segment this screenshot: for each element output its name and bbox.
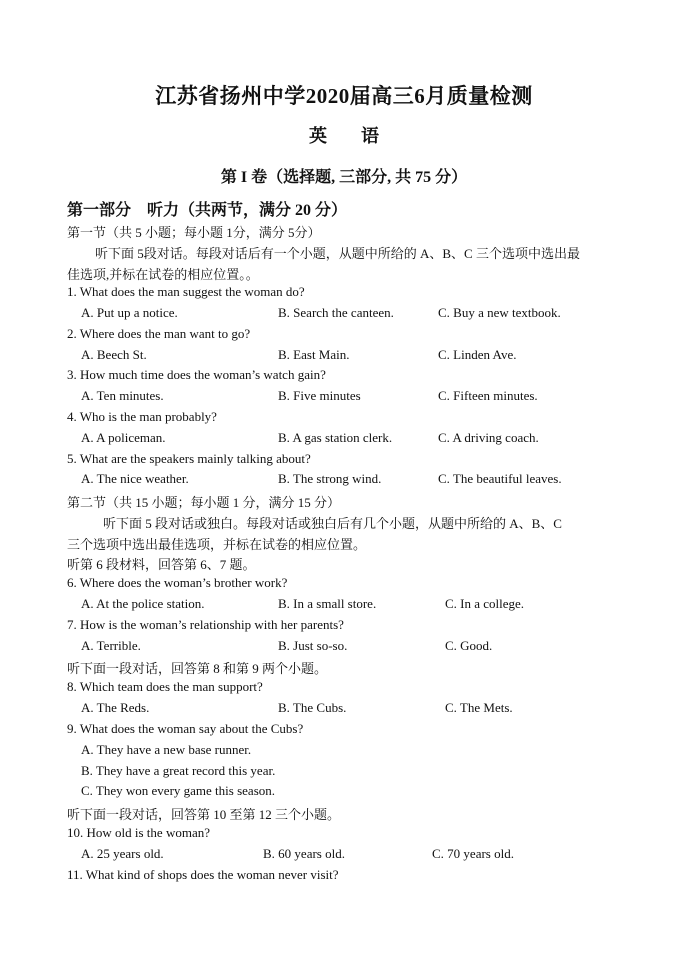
q5-option-a: A. The nice weather. bbox=[81, 471, 189, 486]
subject-char-1: 英 bbox=[309, 126, 327, 146]
q1-option-c: C. Buy a new textbook. bbox=[438, 305, 561, 320]
q6-option-b: B. In a small store. bbox=[278, 596, 377, 611]
subject-char-2: 语 bbox=[361, 126, 379, 146]
question-11: 11. What kind of shops does the woman never visit? bbox=[67, 867, 339, 882]
q7-option-b: B. Just so-so. bbox=[278, 638, 348, 653]
q2-option-c: C. Linden Ave. bbox=[438, 347, 517, 362]
q8-option-a: A. The Reds. bbox=[81, 700, 150, 715]
section1-instruction-2: 佳选项,并标在试卷的相应位置。。 bbox=[67, 267, 259, 282]
q5-option-b: B. The strong wind. bbox=[278, 471, 382, 486]
question-10: 10. How old is the woman? bbox=[67, 825, 210, 840]
question-3: 3. How much time does the woman’s watch gain? bbox=[67, 367, 326, 382]
section1-heading: 第一节（共 5 小题；每小题 1分，满分 5分） bbox=[67, 225, 321, 240]
q8-option-c: C. The Mets. bbox=[445, 700, 513, 715]
q7-option-a: A. Terrible. bbox=[81, 638, 141, 653]
question-9: 9. What does the woman say about the Cubs? bbox=[67, 721, 304, 736]
question-8: 8. Which team does the man support? bbox=[67, 679, 263, 694]
material-7-instruction: 听下面一段对话，回答第 8 和第 9 两个小题。 bbox=[67, 661, 328, 676]
q1-option-a: A. Put up a notice. bbox=[81, 305, 178, 320]
section1-instruction-1: 听下面 5段对话。每段对话后有一个小题，从题中所给的 A、B、C 三个选项中选出最 bbox=[95, 246, 580, 261]
material-8-instruction: 听下面一段对话，回答第 10 至第 12 三个小题。 bbox=[67, 807, 341, 822]
section2-heading: 第二节（共 15 小题；每小题 1 分，满分 15 分） bbox=[67, 495, 341, 510]
subject-title bbox=[0, 122, 688, 148]
q4-option-b: B. A gas station clerk. bbox=[278, 430, 393, 445]
question-5: 5. What are the speakers mainly talking about? bbox=[67, 451, 311, 466]
q6-option-a: A. At the police station. bbox=[81, 596, 205, 611]
section2-instruction-2: 三个选项中选出最佳选项，并标在试卷的相应位置。 bbox=[67, 537, 367, 552]
question-7: 7. How is the woman’s relationship with her parents? bbox=[67, 617, 344, 632]
question-1: 1. What does the man suggest the woman do? bbox=[67, 284, 305, 299]
question-2: 2. Where does the man want to go? bbox=[67, 326, 251, 341]
q5-option-c: C. The beautiful leaves. bbox=[438, 471, 562, 486]
q4-option-c: C. A driving coach. bbox=[438, 430, 539, 445]
q3-option-b: B. Five minutes bbox=[278, 388, 361, 403]
q3-option-c: C. Fifteen minutes. bbox=[438, 388, 538, 403]
q1-option-b: B. Search the canteen. bbox=[278, 305, 394, 320]
q3-option-a: A. Ten minutes. bbox=[81, 388, 164, 403]
q8-option-b: B. The Cubs. bbox=[278, 700, 347, 715]
q4-option-a: A. A policeman. bbox=[81, 430, 166, 445]
question-6: 6. Where does the woman’s brother work? bbox=[67, 575, 288, 590]
q9-option-c: C. They won every game this season. bbox=[81, 783, 275, 798]
q9-option-b: B. They have a great record this year. bbox=[81, 763, 276, 778]
q9-option-a: A. They have a new base runner. bbox=[81, 742, 252, 757]
exam-title: 江苏省扬州中学2020届高三6月质量检测 bbox=[155, 84, 533, 108]
material-6-instruction: 听第 6 段材料，回答第 6、7 题。 bbox=[67, 557, 256, 572]
q10-option-b: B. 60 years old. bbox=[263, 846, 345, 861]
q2-option-b: B. East Main. bbox=[278, 347, 350, 362]
volume-heading: 第 I 卷（选择题, 三部分, 共 75 分） bbox=[220, 169, 468, 186]
section2-instruction-1: 听下面 5 段对话或独白。每段对话或独白后有几个小题，从题中所给的 A、B、C bbox=[103, 516, 562, 531]
q7-option-c: C. Good. bbox=[445, 638, 493, 653]
q2-option-a: A. Beech St. bbox=[81, 347, 147, 362]
question-4: 4. Who is the man probably? bbox=[67, 409, 217, 424]
q10-option-c: C. 70 years old. bbox=[432, 846, 514, 861]
q10-option-a: A. 25 years old. bbox=[81, 846, 164, 861]
part1-heading: 第一部分 听力（共两节，满分 20 分） bbox=[67, 202, 348, 219]
q6-option-c: C. In a college. bbox=[445, 596, 525, 611]
